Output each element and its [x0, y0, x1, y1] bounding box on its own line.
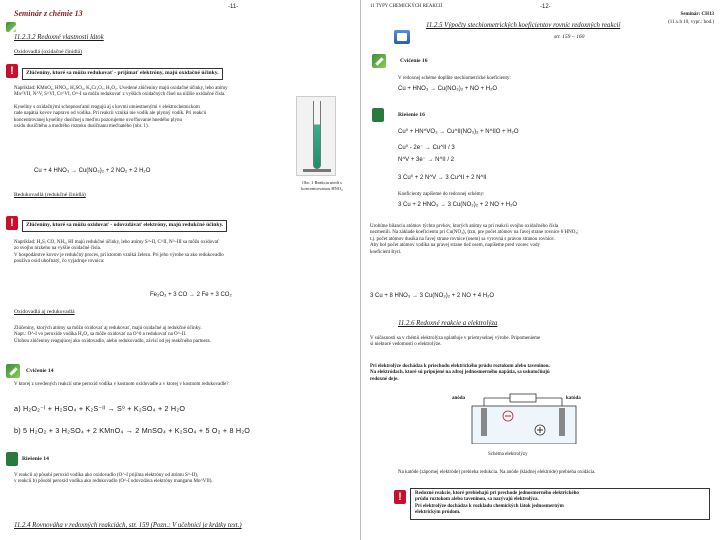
page-divider	[360, 0, 361, 540]
both-text	[14, 326, 334, 345]
book-icon	[394, 30, 410, 44]
text-line: Urobíme bilanciu atómov týchto prvkov, ktorých atómy sa pri reakcii svojho oxidačného čísla	[370, 224, 559, 229]
equation-b: b) 5 H₂O₂ + 3 H₂SO₄ + 2 KMnO₄ → 2 MnSO₄ + K₂SO₄ + 5 O₂ + 8 H₂O	[14, 426, 251, 435]
equation-fe2o3: Fe₂O₃ + 3 CO → 2 Fe + 3 CO₂	[150, 292, 232, 298]
electrolysis-bold-text	[370, 364, 710, 383]
solution-14-text	[14, 473, 344, 486]
equation-a: a) H₂O₂⁻ᴵ + H₂SO₄ + K₂S⁻ᴵᴵ → S⁰ + K₂SO₄ + 2 H₂O	[14, 404, 186, 413]
text-line: oxidu dusičitého a modrého roztoku dusičnanu meďnatého (obr. 1).	[14, 124, 149, 130]
anode-electrode	[481, 408, 487, 436]
text-line: prúdu roztokom alebo taveninou, sa nazývajú elektrolýza.	[415, 497, 539, 503]
warning-icon: !	[6, 216, 18, 230]
text-line: V hospodárstve kovov je redukčný proces, pri ktorom vzniká železo. Pri jeho výrobe sa ako redukovadlo	[14, 252, 224, 258]
text-line: redoxné deje.	[370, 376, 399, 382]
warning-icon: !	[6, 64, 18, 78]
seminar-info-1: Seminár: CH13	[680, 12, 714, 17]
text-line: elektrickým prúdom.	[415, 510, 461, 516]
task-16-label: Cvičenie 16	[400, 58, 428, 64]
text-line: Napr.: O^-I vo peroxide vodíka H₂O₂ sa môže oxidovať na O^0 a redukovať na O^-II.	[14, 332, 187, 338]
text-line: koncentrovanej kyseliny dusičnej s meďou pozorujeme uvoľňovanie hnedého plynu	[14, 117, 183, 123]
task-14-label: Cvičenie 14	[26, 368, 54, 374]
figure-test-tube	[296, 96, 336, 176]
oxidants-heading: Oxidovadlá (oxidačné činidlá)	[14, 49, 83, 55]
anode-label: anóda	[452, 396, 466, 401]
text-line: rade napätia kovov napravo od vodíka. Pri reakcii vzniká nie vodík ale plynný vodík. Pri reakcii	[14, 111, 207, 117]
section-1132: 11.2.3.2 Redoxné vlastnosti látok	[14, 34, 104, 41]
header-title: Seminár z chémie 13	[14, 9, 83, 18]
figure-caption: Schéma elektrolýzy	[488, 452, 528, 457]
coef-text: Koeficienty zapíšeme do redoxnej schémy:	[398, 192, 485, 197]
text-line: zo svojho nízkeho na vyššie oxidačné čísla.	[14, 246, 102, 252]
half-reaction-2: N^V + 3e⁻ → N^II / 2	[398, 157, 454, 163]
text-line: Zlúčeniny, ktorých atómy sa môžu oxidovať aj redukovať, majú oxidačné aj redukčné účinky.	[14, 326, 202, 331]
text-line: koeficient štyri.	[370, 249, 402, 255]
half-reaction-1: Cu⁰ - 2e⁻ → Cu^II / 3	[398, 145, 455, 151]
text-line: Úlohou zlúčeniny reagujúcej ako oxidovadlo, alebo redukovadlo, závisí od jej reakčného partnera.	[14, 338, 211, 344]
text-line: používa oxid uhoľnatý, čo vyjadruje rovnica:	[14, 259, 105, 265]
warning-icon	[372, 108, 384, 122]
running-head: 11 TYPY CHEMICKÝCH REAKCIÍ	[370, 4, 443, 9]
section-1125-pages: str. 159 – 160	[554, 34, 585, 40]
text-line: si niektoré vedomosti o elektrolýze.	[370, 342, 442, 348]
equation-cu-hno3: Cu + 4 HNO₃ → Cu(NO₃)₂ + 2 NO₂ + 2 H₂O	[34, 168, 151, 174]
reductants-definition: Zlúčeniny, ktoré sa môžu oxidovať - odovzdávať elektróny, majú redukčné účinky.	[22, 220, 227, 232]
seminar-info-2: (11.x.b 10, vypr.: hod.)	[668, 20, 714, 25]
page-number-left: -11-	[228, 4, 239, 10]
task-16-scheme: Cu + HNO₃ → Cu(NO₃)₂ + NO + H₂O	[398, 86, 498, 92]
oxidants-text	[14, 86, 294, 130]
task-14-text: V ktorej z uvedených reakcií sme peroxid vodíka v kostnom oxidovadle a v ktorej v kostnom redukovadle?	[14, 382, 229, 387]
pencil-icon	[6, 22, 16, 32]
text-line: nezmenili. Na základe koeficientu pri Cu(NO₃)₂ (tzn. pre počet atómov na ľavej strane rovnice 6 HNO₃;	[370, 230, 579, 236]
warning-icon	[6, 452, 18, 466]
text-line: Mn^VII, N^V, S^VI, Cr^VI, O^-I sa môžu redukovať z vyšších oxidačných čísel na nižšie oxidačné čísla.	[14, 92, 226, 98]
text-line: V súčasnosti sa v chémii elektrolýza uplatňuje v priemyselnej výrobe. Pripomenieme	[370, 336, 541, 341]
page-number-right: -12-	[540, 4, 551, 10]
solution-16-label: Riešenie 16	[398, 112, 425, 118]
section-1124: 11.2.4 Rovnováha v redoxných reakciách, str. 159 (Pozn.: V učebnici je krátky text.)	[14, 522, 242, 529]
test-tube-image	[313, 101, 321, 169]
figure-1-caption: Obr. 1 Reakcia medi s koncentrovanou HNO₃	[301, 180, 343, 191]
sum-line: 3 Cu⁰ + 2 N^V → 3 Cu^II + 2 N^II	[398, 175, 487, 181]
conclusion-box	[410, 488, 710, 520]
cathode-electrode	[559, 408, 565, 436]
pencil-icon	[372, 54, 386, 68]
text-line: Redoxné reakcie, ktoré prebiehajú pri prechode jednosmerného elektrického	[415, 491, 579, 496]
text-line: Pri elektrolýze dochádza k rozkladu chemických látok jednosmerným	[415, 503, 564, 509]
text-line: v reakcii b) pôsobí peroxid vodíka ako redukovadlo (O^-I odovzdáva elektróny manganu Mn^VII).	[14, 479, 213, 485]
after-figure-text: Na katóde (zápornej elektróde) prebieha redukcia. Na anóde (kladnej elektróde) prebieha oxidácia.	[398, 470, 596, 475]
oxidants-definition: Zlúčeniny, ktoré sa môžu redukovať - prijímať elektróny, majú oxidačné účinky.	[22, 68, 223, 80]
text-line: Kyseliny s oxidačnými schopnosťami reagujú aj s kovmi umiestnenými v elektrochemickom	[14, 104, 200, 110]
reductants-heading: Redukovadlá (redukčné činidlá)	[14, 192, 86, 198]
text-line: Napríklad: KMnO₄, HNO₃, H₂SO₄, K₂Cr₂O₇, H₂O₂. Uvedené zlúčeniny majú oxidačné účinky, lebo atómy	[14, 86, 228, 91]
left-page	[0, 0, 356, 540]
solution-14-label: Riešenie 14	[22, 456, 49, 462]
explanation-text	[370, 224, 710, 256]
cathode-label: katóda	[566, 396, 581, 401]
reductants-text	[14, 240, 314, 266]
text-line: V reakcii a) pôsobí peroxid vodíka ako oxidovadlo (O^-I prijíma elektróny od atómu S^-II),	[14, 473, 198, 478]
section-1125: 11.2.5 Výpočty stechiometrických koeficientov rovníc redoxných reakcií	[426, 22, 621, 29]
pencil-icon	[6, 364, 20, 378]
coef-equation: 3 Cu + 2 HNO₃ → 3 Cu(NO₃)₂ + 2 NO + H₂O	[398, 202, 518, 208]
text-line: Napríklad: H₂S, CO, NH₃, HI majú redukčné účinky, lebo atómy S^-II, C^II, N^-III sa môžu oxidovať	[14, 240, 219, 245]
text-line: Na elektródach, ktoré sú pripojené na zdroj jednosmerného napätia, sa uskutočňujú	[370, 370, 550, 376]
electrolysis-text	[370, 336, 710, 349]
task-16-text: V redoxnej schéme doplňte stechiometrické koeficienty:	[398, 76, 511, 81]
text-line: t.j. počet atómov dusíka na ľavej strane rovnice (osem) sa vyrovná s pravou stranou rovnice.	[370, 236, 555, 242]
right-page	[364, 0, 720, 540]
text-line: Aby bol počet atómov vodíka na pravej strane tiež osem, napíšeme pred vzorec vody	[370, 243, 540, 249]
both-heading: Oxidovadlá aj redukovadlá	[14, 309, 75, 315]
tube-stand	[303, 169, 331, 172]
text-line: Pri elektrolýze dochádza k priechodu elektrického prúdu roztokom alebo taveninou.	[370, 364, 550, 369]
power-source	[510, 394, 536, 402]
solution-16-scheme: Cu⁰ + HN^VO₃ → Cu^II(NO₃)₂ + N^IIO + H₂O	[398, 129, 519, 135]
warning-icon: !	[394, 490, 406, 504]
section-1126: 11.2.6 Redoxné reakcie a elektrolýza	[398, 320, 498, 327]
final-equation: 3 Cu + 8 HNO₃ → 3 Cu(NO₃)₂ + 2 NO + 4 H₂O	[370, 293, 495, 299]
